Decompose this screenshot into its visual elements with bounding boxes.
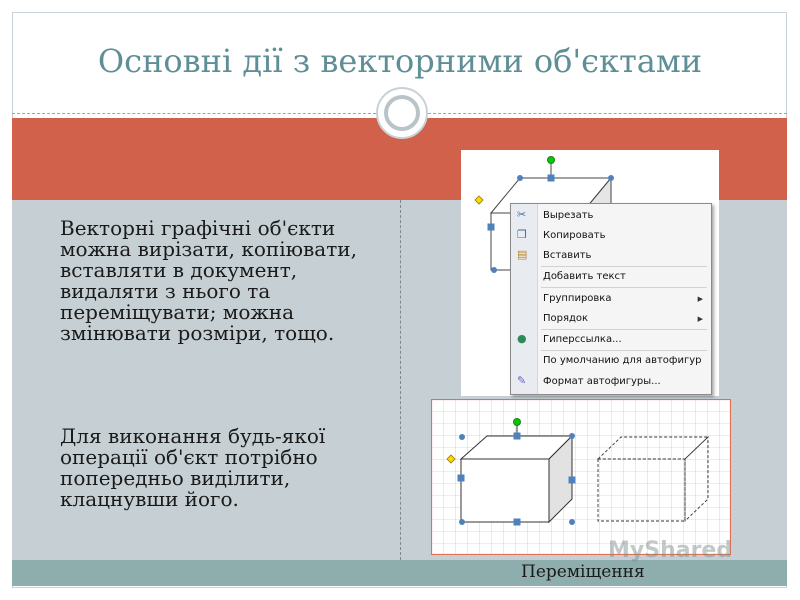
menu-item-copy[interactable]: Копировать — [543, 230, 606, 241]
menu-item-hyperlink[interactable]: Гиперссылка... — [543, 334, 622, 345]
body-paragraph-2: Для виконання будь-якої операції об'єкт потрібно попередньо виділити, клацнувши його. — [60, 424, 326, 511]
format-shape-icon: ✎ — [517, 374, 527, 387]
watermark-logo: MyShared — [608, 538, 733, 563]
menu-item-paste[interactable]: Вставить — [543, 250, 592, 261]
body-paragraph-1: Векторні графічні об'єкти можна вирізати, копіювати, вставляти в документ, видаляти з нього та переміщувати; можна змінювати розміри, тощо. — [60, 216, 357, 345]
hyperlink-globe-icon: ● — [517, 332, 527, 345]
menu-item-format-autoshape[interactable]: Формат автофигуры... — [543, 376, 661, 387]
context-menu — [510, 203, 712, 395]
grid-move-diagram — [431, 399, 731, 555]
image-caption: Переміщення — [521, 562, 645, 582]
menu-item-order[interactable]: Порядок — [543, 313, 589, 324]
menu-item-grouping[interactable]: Группировка — [543, 293, 612, 304]
menu-item-cut[interactable]: Вырезать — [543, 210, 594, 221]
submenu-arrow-icon: ▶ — [697, 315, 703, 323]
column-divider — [400, 200, 401, 560]
menu-separator — [541, 266, 707, 267]
menu-separator — [541, 329, 707, 330]
menu-separator — [541, 287, 707, 288]
submenu-arrow-icon: ▶ — [697, 295, 703, 303]
menu-item-autoshape-default[interactable]: По умолчанию для автофигур — [543, 355, 702, 366]
decorative-ring-icon — [384, 95, 420, 131]
footer-band — [12, 560, 787, 586]
copy-icon: ❐ — [517, 228, 527, 241]
move-illustration — [431, 399, 731, 555]
slide-title: Основні дії з векторними об'єктами — [97, 42, 703, 80]
menu-item-add-text[interactable]: Добавить текст — [543, 271, 626, 282]
paste-icon: ▤ — [517, 248, 528, 261]
scissors-icon: ✂ — [517, 208, 527, 221]
menu-separator — [541, 350, 707, 351]
